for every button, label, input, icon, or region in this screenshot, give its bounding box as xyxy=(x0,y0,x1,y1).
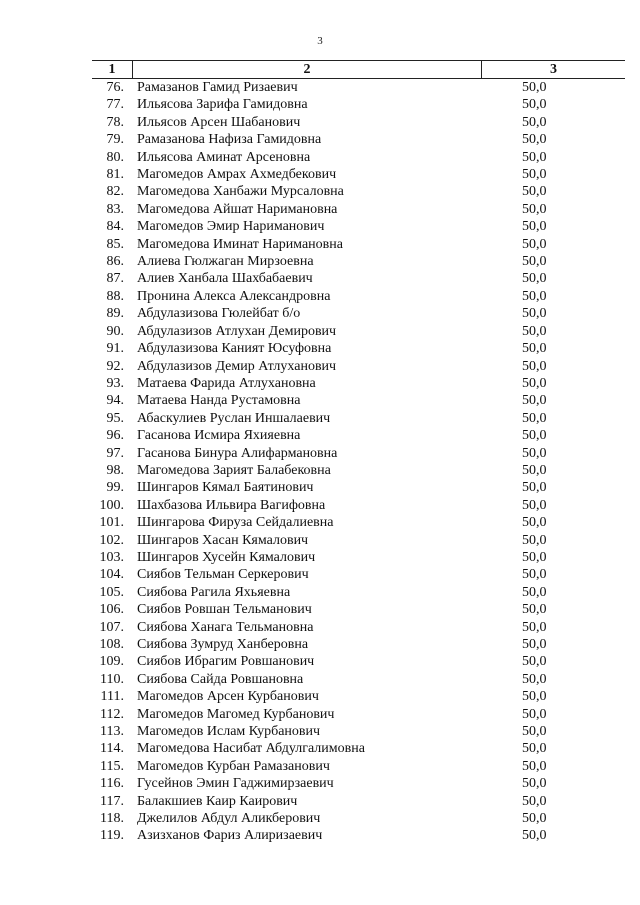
row-name: Матаева Нанда Рустамовна xyxy=(137,393,301,409)
table-row xyxy=(92,775,625,792)
table-row xyxy=(92,288,625,305)
row-name: Абдулазизов Атлухан Демирович xyxy=(137,323,337,339)
row-name: Азизханов Фариз Алиризаевич xyxy=(137,828,323,844)
table-row xyxy=(92,166,625,183)
row-amount: 50,0 xyxy=(522,445,547,461)
header-col-number: 1 xyxy=(92,61,133,78)
table-row xyxy=(92,514,625,531)
row-amount: 50,0 xyxy=(522,741,547,757)
row-name: Магомедов Арсен Курбанович xyxy=(137,689,319,705)
beneficiary-table xyxy=(92,60,625,845)
table-row xyxy=(92,584,625,601)
row-amount: 50,0 xyxy=(522,375,547,391)
row-amount: 50,0 xyxy=(522,97,547,113)
row-number: 111. xyxy=(100,689,124,705)
row-name: Магомедова Ханбажи Мурсаловна xyxy=(137,184,344,200)
table-row xyxy=(92,410,625,427)
row-number: 93. xyxy=(106,375,124,391)
table-row xyxy=(92,392,625,409)
row-amount: 50,0 xyxy=(522,306,547,322)
row-name: Магомедова Зарият Балабековна xyxy=(137,462,331,478)
table-row xyxy=(92,497,625,514)
table-header xyxy=(92,60,625,79)
table-row xyxy=(92,270,625,287)
row-amount: 50,0 xyxy=(522,515,547,531)
row-name: Абдулазизов Демир Атлуханович xyxy=(137,358,337,374)
row-number: 115. xyxy=(100,758,124,774)
table-row xyxy=(92,827,625,844)
row-amount: 50,0 xyxy=(522,654,547,670)
row-number: 88. xyxy=(106,288,124,304)
row-number: 99. xyxy=(106,480,124,496)
row-number: 94. xyxy=(106,393,124,409)
row-number: 112. xyxy=(100,706,124,722)
row-number: 82. xyxy=(106,184,124,200)
table-row xyxy=(92,445,625,462)
row-name: Ильясов Арсен Шабанович xyxy=(137,114,301,130)
row-amount: 50,0 xyxy=(522,358,547,374)
row-amount: 50,0 xyxy=(522,567,547,583)
row-name: Магомедов Ислам Курбанович xyxy=(137,724,321,740)
row-amount: 50,0 xyxy=(522,602,547,618)
table-body xyxy=(92,79,625,845)
row-number: 100. xyxy=(99,497,124,513)
row-name: Гусейнов Эмин Гаджимирзаевич xyxy=(137,776,334,792)
table-row xyxy=(92,462,625,479)
row-number: 98. xyxy=(106,462,124,478)
row-name: Шингарова Фируза Сейдалиевна xyxy=(137,515,334,531)
row-number: 105. xyxy=(99,584,124,600)
row-number: 83. xyxy=(106,201,124,217)
row-amount: 50,0 xyxy=(522,689,547,705)
row-name: Сиябов Тельман Серкерович xyxy=(137,567,309,583)
row-number: 97. xyxy=(106,445,124,461)
row-amount: 50,0 xyxy=(522,80,547,95)
row-amount: 50,0 xyxy=(522,706,547,722)
row-name: Абдулазизова Каният Юсуфовна xyxy=(137,341,332,357)
header-col-amount: 3 xyxy=(550,62,557,77)
row-amount: 50,0 xyxy=(522,584,547,600)
row-name: Сиябова Рагила Яхьяевна xyxy=(137,584,291,600)
table-row xyxy=(92,201,625,218)
row-amount: 50,0 xyxy=(522,323,547,339)
table-row xyxy=(92,793,625,810)
table-row xyxy=(92,671,625,688)
table-row xyxy=(92,479,625,496)
row-number: 80. xyxy=(106,149,124,165)
table-row xyxy=(92,96,625,113)
row-amount: 50,0 xyxy=(522,462,547,478)
row-number: 118. xyxy=(100,811,124,827)
row-name: Матаева Фарида Атлухановна xyxy=(137,375,316,391)
row-amount: 50,0 xyxy=(522,793,547,809)
table-row xyxy=(92,706,625,723)
row-amount: 50,0 xyxy=(522,776,547,792)
row-name: Магомедов Амрах Ахмедбекович xyxy=(137,167,337,183)
row-amount: 50,0 xyxy=(522,288,547,304)
row-amount: 50,0 xyxy=(522,428,547,444)
table-row xyxy=(92,358,625,375)
table-row xyxy=(92,305,625,322)
header-col-name: 2 xyxy=(133,61,482,78)
row-name: Балакшиев Каир Каирович xyxy=(137,793,298,809)
table-row xyxy=(92,723,625,740)
row-number: 78. xyxy=(106,114,124,130)
row-number: 103. xyxy=(99,549,124,565)
row-amount: 50,0 xyxy=(522,219,547,235)
row-name: Шингаров Хусейн Кямалович xyxy=(137,549,316,565)
table-row xyxy=(92,375,625,392)
row-amount: 50,0 xyxy=(522,480,547,496)
table-row xyxy=(92,183,625,200)
row-name: Сиябова Сайда Ровшановна xyxy=(137,671,304,687)
row-name: Алиев Ханбала Шахбабаевич xyxy=(137,271,313,287)
table-row xyxy=(92,218,625,235)
row-name: Гасанова Исмира Яхияевна xyxy=(137,428,301,444)
row-number: 90. xyxy=(106,323,124,339)
table-row xyxy=(92,810,625,827)
row-name: Гасанова Бинура Алифармановна xyxy=(137,445,338,461)
table-row xyxy=(92,323,625,340)
row-amount: 50,0 xyxy=(522,497,547,513)
row-name: Магомедов Курбан Рамазанович xyxy=(137,758,330,774)
table-row xyxy=(92,653,625,670)
row-number: 108. xyxy=(99,637,124,652)
table-row xyxy=(92,236,625,253)
row-number: 76. xyxy=(106,80,124,95)
row-number: 102. xyxy=(99,532,124,548)
row-number: 92. xyxy=(106,358,124,374)
row-name: Шингаров Кямал Баятинович xyxy=(137,480,314,496)
row-name: Абаскулиев Руслан Иншалаевич xyxy=(137,410,331,426)
row-name: Сиябов Ибрагим Ровшанович xyxy=(137,654,315,670)
row-name: Магомедова Айшат Наримановна xyxy=(137,201,338,217)
row-number: 107. xyxy=(99,619,124,635)
table-row xyxy=(92,601,625,618)
row-number: 86. xyxy=(106,254,124,270)
row-number: 113. xyxy=(100,724,124,740)
row-name: Пронина Алекса Александровна xyxy=(137,288,331,304)
row-number: 79. xyxy=(106,132,124,148)
row-amount: 50,0 xyxy=(522,236,547,252)
row-number: 116. xyxy=(100,776,124,792)
row-amount: 50,0 xyxy=(522,671,547,687)
row-number: 95. xyxy=(106,410,124,426)
row-name: Рамазанов Гамид Ризаевич xyxy=(137,80,298,95)
row-name: Абдулазизова Гюлейбат б/о xyxy=(137,306,301,322)
table-row xyxy=(92,149,625,166)
table-row xyxy=(92,79,625,96)
table-row xyxy=(92,253,625,270)
row-number: 109. xyxy=(99,654,124,670)
page-number: 3 xyxy=(317,35,323,47)
row-name: Шингаров Хасан Кямалович xyxy=(137,532,309,548)
row-name: Магомедова Насибат Абдулгалимовна xyxy=(137,741,365,757)
row-amount: 50,0 xyxy=(522,201,547,217)
row-number: 96. xyxy=(106,428,124,444)
row-name: Магомедов Магомед Курбанович xyxy=(137,706,335,722)
row-amount: 50,0 xyxy=(522,724,547,740)
row-amount: 50,0 xyxy=(522,149,547,165)
row-amount: 50,0 xyxy=(522,254,547,270)
row-name: Сиябов Ровшан Тельманович xyxy=(137,602,312,618)
table-row xyxy=(92,340,625,357)
row-amount: 50,0 xyxy=(522,114,547,130)
row-name: Джелилов Абдул Аликберович xyxy=(137,811,321,827)
row-number: 101. xyxy=(99,515,124,531)
row-name: Магомедов Эмир Нариманович xyxy=(137,219,325,235)
row-amount: 50,0 xyxy=(522,637,547,652)
table-row xyxy=(92,566,625,583)
table-row xyxy=(92,549,625,566)
row-amount: 50,0 xyxy=(522,167,547,183)
row-amount: 50,0 xyxy=(522,271,547,287)
row-number: 104. xyxy=(99,567,124,583)
row-number: 110. xyxy=(100,671,124,687)
row-name: Магомедова Иминат Наримановна xyxy=(137,236,343,252)
table-row xyxy=(92,688,625,705)
row-amount: 50,0 xyxy=(522,828,547,844)
table-row xyxy=(92,758,625,775)
row-name: Алиева Гюлжаган Мирзоевна xyxy=(137,254,314,270)
row-number: 87. xyxy=(106,271,124,287)
row-amount: 50,0 xyxy=(522,549,547,565)
table-row xyxy=(92,636,625,653)
row-amount: 50,0 xyxy=(522,393,547,409)
row-number: 91. xyxy=(106,341,124,357)
row-name: Рамазанова Нафиза Гамидовна xyxy=(137,132,322,148)
table-row xyxy=(92,131,625,148)
row-number: 106. xyxy=(99,602,124,618)
row-number: 77. xyxy=(106,97,124,113)
table-row xyxy=(92,740,625,757)
table-row xyxy=(92,532,625,549)
row-amount: 50,0 xyxy=(522,811,547,827)
row-amount: 50,0 xyxy=(522,410,547,426)
row-amount: 50,0 xyxy=(522,532,547,548)
row-number: 85. xyxy=(106,236,124,252)
row-amount: 50,0 xyxy=(522,132,547,148)
row-amount: 50,0 xyxy=(522,184,547,200)
row-name: Сиябова Ханага Тельмановна xyxy=(137,619,314,635)
row-number: 119. xyxy=(100,828,124,844)
row-amount: 50,0 xyxy=(522,758,547,774)
row-name: Шахбазова Ильвира Вагифовна xyxy=(137,497,326,513)
row-amount: 50,0 xyxy=(522,619,547,635)
row-number: 89. xyxy=(106,306,124,322)
table-row xyxy=(92,427,625,444)
row-number: 84. xyxy=(106,219,124,235)
row-number: 117. xyxy=(100,793,124,809)
table-row xyxy=(92,114,625,131)
table-row xyxy=(92,619,625,636)
row-name: Ильясова Аминат Арсеновна xyxy=(137,149,311,165)
row-name: Ильясова Зарифа Гамидовна xyxy=(137,97,308,113)
row-number: 81. xyxy=(106,167,124,183)
row-number: 114. xyxy=(100,741,124,757)
row-amount: 50,0 xyxy=(522,341,547,357)
row-name: Сиябова Зумруд Ханберовна xyxy=(137,637,309,652)
